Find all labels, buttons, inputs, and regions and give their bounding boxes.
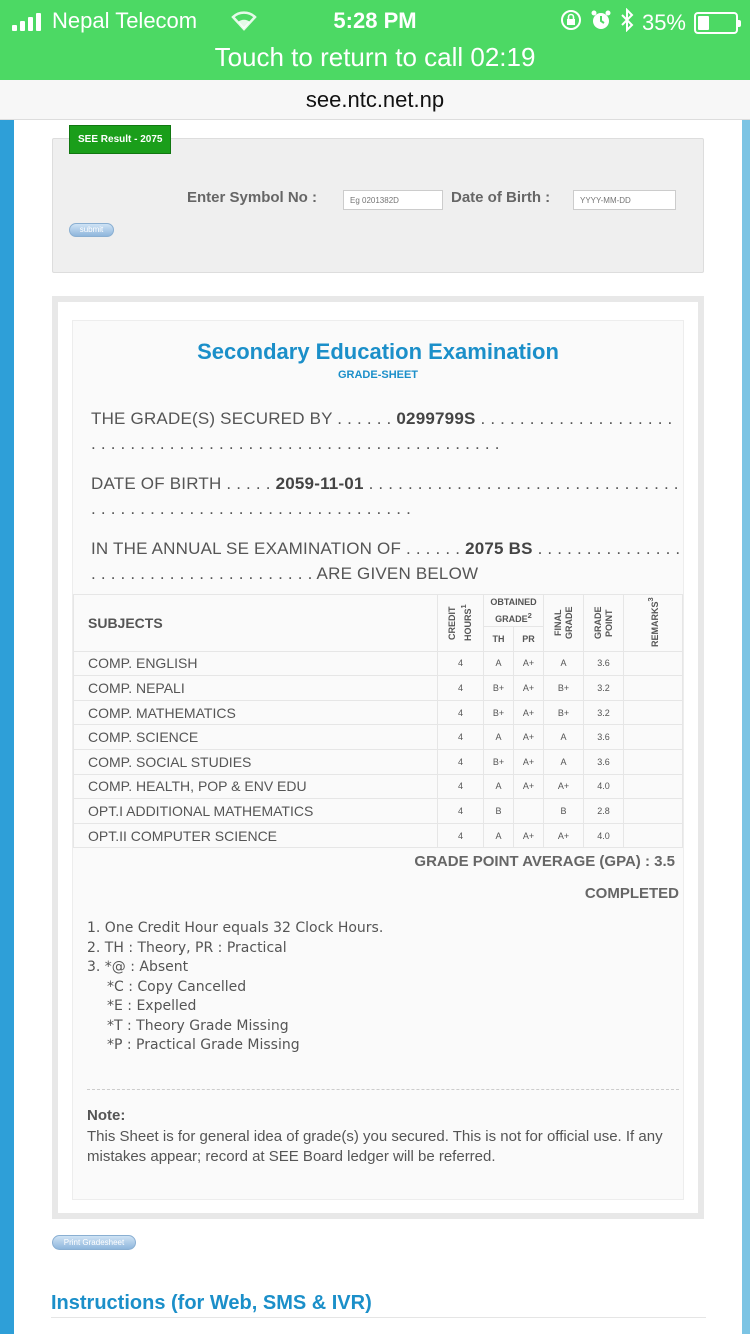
table-row: [74, 799, 683, 824]
remarks-cell: [624, 676, 683, 701]
secured-by-line: [77, 406, 681, 456]
symbol-number: 0299799S: [396, 409, 476, 428]
footnote-copy-cancelled: *C : Copy Cancelled: [107, 978, 247, 995]
rotation-lock-icon: [560, 9, 582, 37]
grade-point-cell: 3.6: [584, 651, 624, 676]
th-grade-cell: B+: [484, 676, 514, 701]
header-th: TH: [484, 627, 514, 652]
th-grade-cell: A: [484, 774, 514, 799]
dob-dots: . . . . . . . . . . . . . . . . . . . . . . . . . . . . . . . . . . . . . . . . . . . . . . . . . . . . . . . . . . . . . . . . .: [91, 474, 679, 518]
secured-by-prefix: THE GRADE(S) SECURED BY . . . . . .: [91, 409, 392, 428]
remarks-cell: [624, 774, 683, 799]
table-row: [74, 676, 683, 701]
symbol-label: Enter Symbol No :: [187, 189, 318, 206]
gradesheet-subtitle: GRADE-SHEET: [337, 369, 419, 381]
th-grade-cell: B: [484, 799, 514, 824]
table-row: [74, 725, 683, 750]
grade-point-cell: 2.8: [584, 799, 624, 824]
header-grade-point: GRADE POINT: [584, 595, 624, 652]
header-credit-hours: [438, 595, 484, 652]
final-grade-cell: A+: [544, 774, 584, 799]
credit-cell: 4: [438, 749, 484, 774]
dob-input[interactable]: [573, 190, 676, 210]
remarks-cell: [624, 749, 683, 774]
th-grade-cell: B+: [484, 749, 514, 774]
battery-percent: 35%: [641, 10, 686, 35]
final-grade-cell: B+: [544, 676, 584, 701]
footnote-1: 1. One Credit Hour equals 32 Clock Hours.: [87, 920, 384, 936]
subject-cell: COMP. MATHEMATICS: [74, 700, 438, 725]
pr-grade-cell: [514, 799, 544, 824]
exam-line: [77, 536, 681, 586]
pr-grade-cell: A+: [514, 749, 544, 774]
grades-table: [73, 594, 683, 848]
gpa: GRADE POINT AVERAGE (GPA) : 3.5: [414, 853, 675, 870]
footnote-expelled: *E : Expelled: [107, 998, 197, 1014]
remarks-cell: [624, 823, 683, 848]
remarks-cell: [624, 799, 683, 824]
exam-dots: . . . . . . . . . . . . . . . . . . . . . . . . . . . . . . . . . . . . . .: [91, 539, 681, 583]
instructions-divider: [51, 1317, 706, 1318]
header-obtained-grade: [484, 595, 544, 627]
footnotes: [87, 919, 667, 1056]
pr-grade-cell: A+: [514, 725, 544, 750]
credit-hours-label: CREDIT HOURS: [447, 606, 473, 642]
footnote-3: 3. *@ : Absent: [87, 959, 189, 975]
gradesheet-frame: [52, 296, 704, 1219]
th-grade-cell: A: [484, 823, 514, 848]
subject-cell: OPT.I ADDITIONAL MATHEMATICS: [74, 799, 438, 824]
exam-title: Secondary Education Examination: [197, 339, 559, 364]
final-grade-cell: B+: [544, 700, 584, 725]
table-row: [74, 749, 683, 774]
grade-point-cell: 3.2: [584, 700, 624, 725]
grade-point-cell: 3.2: [584, 676, 624, 701]
table-row: [74, 774, 683, 799]
date-of-birth: 2059-11-01: [275, 474, 364, 493]
header-pr: PR: [514, 627, 544, 652]
remarks-cell: [624, 725, 683, 750]
credit-cell: 4: [438, 774, 484, 799]
dob-label: Date of Birth :: [451, 189, 551, 206]
header-final-grade: FINAL GRADE: [544, 595, 584, 652]
pr-grade-cell: A+: [514, 651, 544, 676]
final-grade-cell: A: [544, 725, 584, 750]
print-gradesheet-button[interactable]: Print Gradesheet: [52, 1235, 136, 1250]
divider: [87, 1089, 679, 1090]
table-row: [74, 651, 683, 676]
instructions-heading: Instructions (for Web, SMS & IVR): [51, 1292, 372, 1314]
credit-cell: 4: [438, 799, 484, 824]
secured-dots: . . . . . . . . . . . . . . . . . . . . . . . . . . . . . . . . . . . . . . . . . . . . . . . . . . . . . . . . . . . . . .: [91, 409, 673, 453]
pr-grade-cell: A+: [514, 676, 544, 701]
table-row: [74, 700, 683, 725]
status-bar: [0, 0, 750, 80]
grade-point-cell: 3.6: [584, 749, 624, 774]
table-row: [74, 823, 683, 848]
subject-cell: COMP. SCIENCE: [74, 725, 438, 750]
pr-grade-cell: A+: [514, 823, 544, 848]
grade-point-cell: 4.0: [584, 823, 624, 848]
carrier-name: Nepal Telecom: [52, 8, 198, 33]
dob-line: [77, 471, 681, 521]
footnote-theory-missing: *T : Theory Grade Missing: [107, 1017, 289, 1034]
exam-suffix: ARE GIVEN BELOW: [316, 564, 479, 583]
footnote-practical-missing: *P : Practical Grade Missing: [107, 1037, 300, 1053]
th-grade-cell: A: [484, 725, 514, 750]
footnote-mark-1: 1: [459, 604, 468, 609]
submit-button[interactable]: submit: [69, 223, 114, 237]
result-status: COMPLETED: [584, 885, 679, 902]
page-left-border: [0, 120, 14, 1334]
th-grade-cell: A: [484, 651, 514, 676]
page-content: [14, 120, 742, 1334]
credit-cell: 4: [438, 700, 484, 725]
subject-cell: COMP. SOCIAL STUDIES: [74, 749, 438, 774]
footnote-mark-3: 3: [646, 597, 655, 602]
footnote-mark-2: 2: [527, 611, 532, 620]
credit-cell: 4: [438, 651, 484, 676]
exam-prefix: IN THE ANNUAL SE EXAMINATION OF . . . . . .: [91, 539, 461, 558]
tab-see-result[interactable]: SEE Result - 2075: [69, 125, 171, 154]
battery-icon: [694, 12, 738, 34]
obtained-grade-label: OBTAINED GRADE: [490, 597, 537, 624]
note-heading: Note:: [87, 1107, 126, 1124]
subject-cell: COMP. NEPALI: [74, 676, 438, 701]
final-grade-cell: A: [544, 749, 584, 774]
subject-cell: COMP. HEALTH, POP & ENV EDU: [74, 774, 438, 799]
final-grade-cell: A: [544, 651, 584, 676]
pr-grade-cell: A+: [514, 700, 544, 725]
header-subjects: SUBJECTS: [74, 595, 438, 652]
subject-cell: OPT.II COMPUTER SCIENCE: [74, 823, 438, 848]
exam-year: 2075 BS: [465, 539, 533, 558]
credit-cell: 4: [438, 676, 484, 701]
remarks-cell: [624, 700, 683, 725]
bluetooth-icon: [620, 8, 634, 38]
credit-cell: 4: [438, 823, 484, 848]
footnote-2: 2. TH : Theory, PR : Practical: [87, 939, 287, 956]
grade-point-cell: 3.6: [584, 725, 624, 750]
final-grade-cell: B: [544, 799, 584, 824]
page-right-border: [742, 120, 750, 1334]
grade-point-cell: 4.0: [584, 774, 624, 799]
final-grade-cell: A+: [544, 823, 584, 848]
clock: 5:28 PM: [333, 8, 417, 33]
address-bar[interactable]: see.ntc.net.np: [0, 80, 750, 120]
remarks-label: REMARKS: [650, 601, 660, 647]
return-to-call-banner[interactable]: Touch to return to call 02:19: [214, 42, 536, 72]
note-text: This Sheet is for general idea of grade(s) you secured. This is not for official use. If any mistakes appear; record at SEE Board ledger will be referred.: [87, 1128, 663, 1165]
alarm-icon: [590, 9, 612, 37]
pr-grade-cell: A+: [514, 774, 544, 799]
th-grade-cell: B+: [484, 700, 514, 725]
header-remarks: [624, 595, 683, 652]
subject-cell: COMP. ENGLISH: [74, 651, 438, 676]
symbol-input[interactable]: [343, 190, 443, 210]
gradesheet: [72, 320, 684, 1200]
dob-prefix: DATE OF BIRTH . . . . .: [91, 474, 271, 493]
credit-cell: 4: [438, 725, 484, 750]
remarks-cell: [624, 651, 683, 676]
result-search-form: [52, 134, 704, 273]
